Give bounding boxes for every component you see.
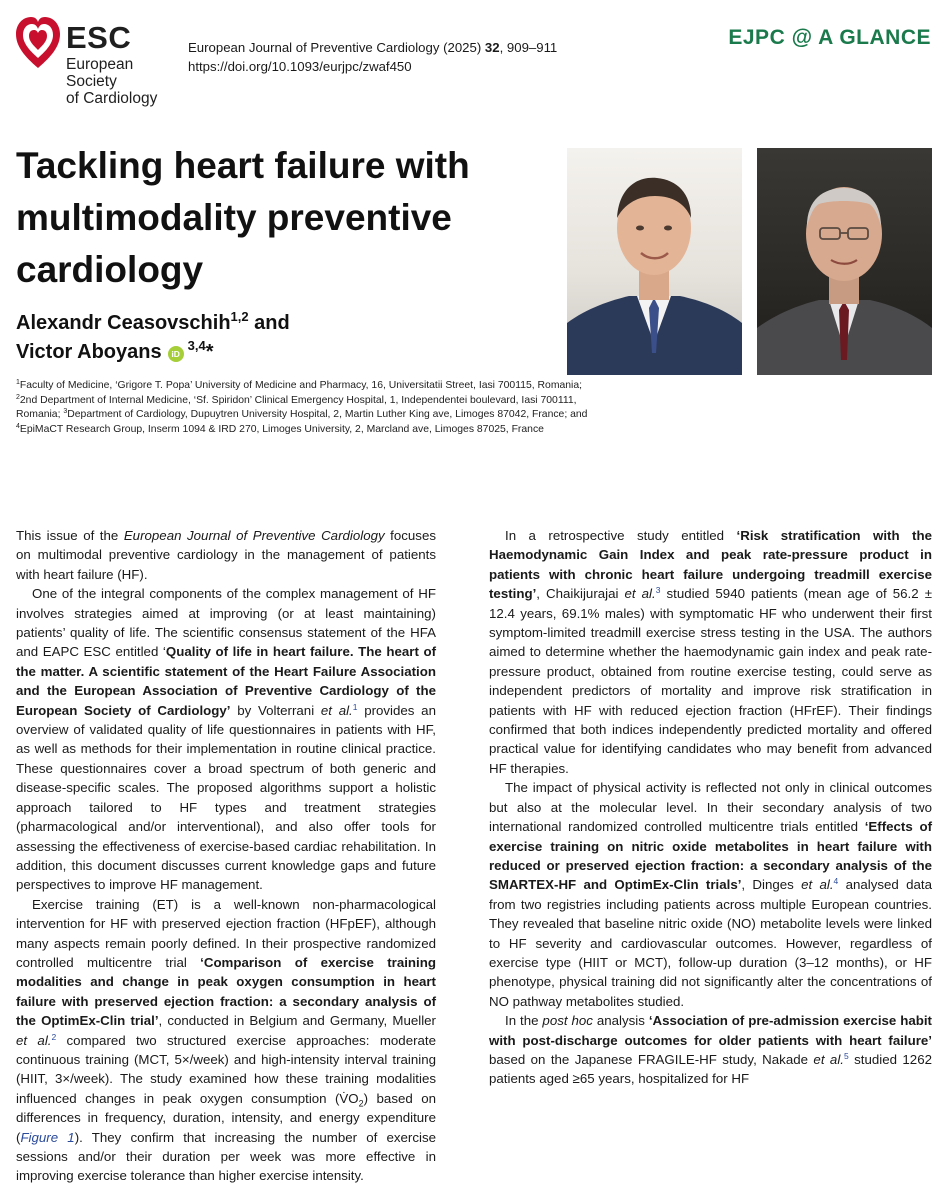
p3-cited-title: ‘Comparison of exercise training modalities and change in peak oxygen consumption in heart failure with preserved ejection fraction: a secondary analysis of the OptimEx-Clin trial’ bbox=[16, 954, 436, 1029]
p3-subscript: 2 bbox=[358, 1098, 364, 1109]
section-label: EJPC @ A GLANCE bbox=[728, 26, 931, 49]
author-photo-1-illustration bbox=[567, 148, 742, 375]
body-column-left bbox=[16, 526, 436, 1186]
paragraph-1 bbox=[16, 526, 436, 584]
author-list bbox=[16, 309, 290, 367]
article-title: Tackling heart failure with multimodality preventive cardiology bbox=[16, 145, 470, 290]
author-photo-2 bbox=[757, 148, 932, 375]
journal-citation bbox=[188, 38, 557, 76]
affil-sup-2: 2 bbox=[16, 393, 20, 401]
orcid-icon[interactable]: iD bbox=[168, 346, 184, 362]
p2-text-3: provides an overview of validated quality of life questionnaires in patients with HF, as well as methods for their implementation in routine clinical practice. These questionnaires cover a broad spectrum of both generic and disease-specific scales. The proposed algorithms support a holistic approach tailored to HF types and treatment strategies (pharmacological and/or interventional), and also offer tools for assessing the effectiveness of exercise-based cardiac rehabilitation. In addition, this document discusses current knowledge gaps and future perspectives to improve HF management. bbox=[16, 702, 436, 893]
p3-text-3: compared two structured exercise approaches: moderate continuous training (MCT, 5×/week) and high-intensity interval training (HIIT, 3×/week). The study examined how these training modalities influenced changes in peak oxygen consumption (V̇O bbox=[16, 1032, 436, 1106]
p6-text-2: based on the Japanese FRAGILE-HF study, Nakade bbox=[489, 1051, 814, 1067]
affil-text-2: 2nd Department of Internal Medicine, ‘Sf. Spiridon’ Clinical Emergency Hospital, 1, Independentei boulevard, Iasi 700111, Romania; bbox=[16, 394, 577, 420]
paragraph-5 bbox=[489, 778, 932, 1011]
p5-cited-title: ‘Effects of exercise training on nitric oxide metabolites in heart failure with reduced or preserved ejection fraction: a secondary analysis of the SMARTEX-HF and OptimEx-Clin trials’ bbox=[489, 819, 932, 893]
figure-1-link[interactable]: Figure 1 bbox=[20, 1129, 75, 1145]
p6-text-1b: analysis bbox=[592, 1013, 649, 1029]
p2-et-al: et al. bbox=[320, 702, 353, 718]
author-2-affiliations: 3,4 bbox=[187, 338, 206, 353]
p6-cited-title: ‘Association of pre-admission exercise habit with post-discharge outcomes for older patients with heart failure’ bbox=[489, 1013, 932, 1048]
affiliations bbox=[16, 379, 606, 437]
esc-logo[interactable] bbox=[14, 14, 184, 107]
affil-text-1: Faculty of Medicine, ‘Grigore T. Popa’ University of Medicine and Pharmacy, 16, Universitatii Street, Iasi 700115, Romania; bbox=[19, 380, 583, 391]
logo-full-name bbox=[66, 56, 184, 107]
affil-sup-4: 4 bbox=[16, 422, 20, 430]
logo-abbreviation: ESC bbox=[66, 20, 132, 55]
p5-text-2: , Dinges bbox=[741, 877, 802, 893]
p5-et-al: et al. bbox=[801, 877, 834, 893]
author-photo-2-illustration bbox=[757, 148, 932, 375]
reference-1-link[interactable]: 1 bbox=[352, 701, 358, 712]
journal-reference bbox=[188, 38, 557, 57]
p6-text-1: In the bbox=[505, 1013, 543, 1029]
affil-text-4: EpiMaCT Research Group, Inserm 1094 & IRD 270, Limoges University, 2, Marcland ave, Limoges 87025, France bbox=[19, 423, 544, 435]
p2-text-1: One of the integral components of the complex management of HF involves strategies aimed at improving (or at least maintaining) patients’ quality of life. The scientific consensus statement of the HFA and EAPC ESC entitled ‘ bbox=[16, 586, 436, 660]
p3-text-1: Exercise training (ET) is a well-known non-pharmacological intervention for HF with preserved ejection fraction (HFpEF), although many aspects remain poorly defined. In their prospective randomized controlled multicentre trial bbox=[16, 896, 436, 970]
affil-text-3: Department of Cardiology, Dupuytren University Hospital, 2, Martin Luther King ave, Limoges 87042, France; and bbox=[67, 409, 588, 420]
affil-sup-1: 1 bbox=[16, 379, 20, 386]
paragraph-3 bbox=[16, 895, 436, 1186]
reference-4-link[interactable]: 4 bbox=[833, 876, 839, 887]
author-photo-1 bbox=[567, 148, 742, 375]
esc-heart-icon bbox=[14, 14, 62, 74]
corresponding-asterisk: * bbox=[205, 341, 214, 363]
journal-pages: , 909–911 bbox=[499, 40, 558, 55]
p4-text-1: In a retrospective study entitled bbox=[505, 528, 737, 543]
reference-3-link[interactable]: 3 bbox=[655, 585, 661, 596]
author-1-affiliations: 1,2 bbox=[230, 309, 249, 324]
reference-5-link[interactable]: 5 bbox=[843, 1050, 849, 1061]
p4-cited-title: ‘Risk stratification with the Haemodynamic Gain Index and peak rate-pressure product in patients with chronic heart failure undergoing treadmill exercise testing’ bbox=[489, 528, 932, 602]
p4-text-2: , Chaikijurajai bbox=[536, 586, 625, 602]
p5-text-1: The impact of physical activity is reflected not only in clinical outcomes but also at the molecular level. In their secondary analysis of two international randomized controlled multicentre trials entitled bbox=[489, 780, 932, 835]
body-column-right bbox=[489, 526, 932, 1089]
p5-text-3: analysed data from two registries including patients across multiple European countries. They revealed that baseline nitric oxide (NO) metabolite levels were linked to HF severity and cardiovascular outcomes. However, regardless of exercise type (HIIT or MCT), follow-up duration (3–12 months), or HF phenotype, physical training did not significantly alter the concentrations of NO pathway metabolites studied. bbox=[489, 877, 932, 1009]
p3-et-al: et al. bbox=[16, 1032, 52, 1048]
p2-text-2: by Volterrani bbox=[230, 702, 321, 718]
p4-et-al: et al. bbox=[624, 586, 656, 602]
doi-link[interactable]: https://doi.org/10.1093/eurjpc/zwaf450 bbox=[188, 59, 412, 74]
p1-text-2: focuses on multimodal preventive cardiology in the management of patients with heart failure (HF). bbox=[16, 528, 437, 582]
paragraph-2 bbox=[16, 584, 436, 895]
paragraph-6 bbox=[489, 1011, 932, 1089]
p3-text-2: , conducted in Belgium and Germany, Mueller bbox=[158, 1013, 436, 1029]
journal-name: European Journal of Preventive Cardiology (2025) bbox=[188, 40, 482, 55]
p4-text-3: studied 5940 patients (mean age of 56.2 ± 12.4 years, 69.1% males) with symptomatic HF who underwent their first symptom-limited treadmill exercise stress testing in the USA. The authors aimed to determine whether the haemodynamic gain index and peak rate-pressure product, obtained from routine exercise testing, could serve as independent predictors of mortality and improve risk stratification in patients with HF with reduced ejection fraction (HFrEF). Their findings confirmed that both indices independently predicted mortality and offered practical value for identifying candidates who may benefit from advanced HF therapies. bbox=[489, 586, 932, 776]
affil-sup-3: 3 bbox=[63, 408, 68, 415]
p1-text-1: This issue of the bbox=[16, 528, 124, 543]
p3-text-5: ). They confirm that increasing the number of exercise sessions and/or their duration per week was more effective in improving exercise tolerance than higher exercise intensity. bbox=[16, 1129, 436, 1184]
logo-line-2: of Cardiology bbox=[66, 90, 158, 107]
author-line-2 bbox=[16, 338, 290, 367]
author-and: and bbox=[248, 312, 290, 334]
p6-text-3: studied 1262 patients aged ≥65 years, hospitalized for HF bbox=[489, 1051, 932, 1087]
reference-2-link[interactable]: 2 bbox=[51, 1031, 57, 1042]
paragraph-4 bbox=[489, 526, 932, 778]
p6-post-hoc: post hoc bbox=[542, 1013, 593, 1029]
author-name-1[interactable]: Alexandr Ceasovschih bbox=[16, 312, 231, 334]
journal-volume: 32 bbox=[484, 40, 500, 55]
author-line-1 bbox=[16, 309, 290, 338]
p6-et-al: et al. bbox=[813, 1051, 844, 1067]
p2-cited-title: Quality of life in heart failure. The heart of the matter. A scientific statement of the Heart Failure Association and the European Association of Preventive Cardiology of the European Society of Cardiology’ bbox=[16, 644, 436, 718]
logo-line-1: European Society bbox=[66, 56, 134, 90]
p3-text-4: ) based on differences in frequency, duration, intensity, and energy expenditure ( bbox=[16, 1090, 436, 1145]
p1-journal-name: European Journal of Preventive Cardiology bbox=[123, 528, 385, 543]
author-name-2[interactable]: Victor Aboyans bbox=[16, 341, 162, 363]
